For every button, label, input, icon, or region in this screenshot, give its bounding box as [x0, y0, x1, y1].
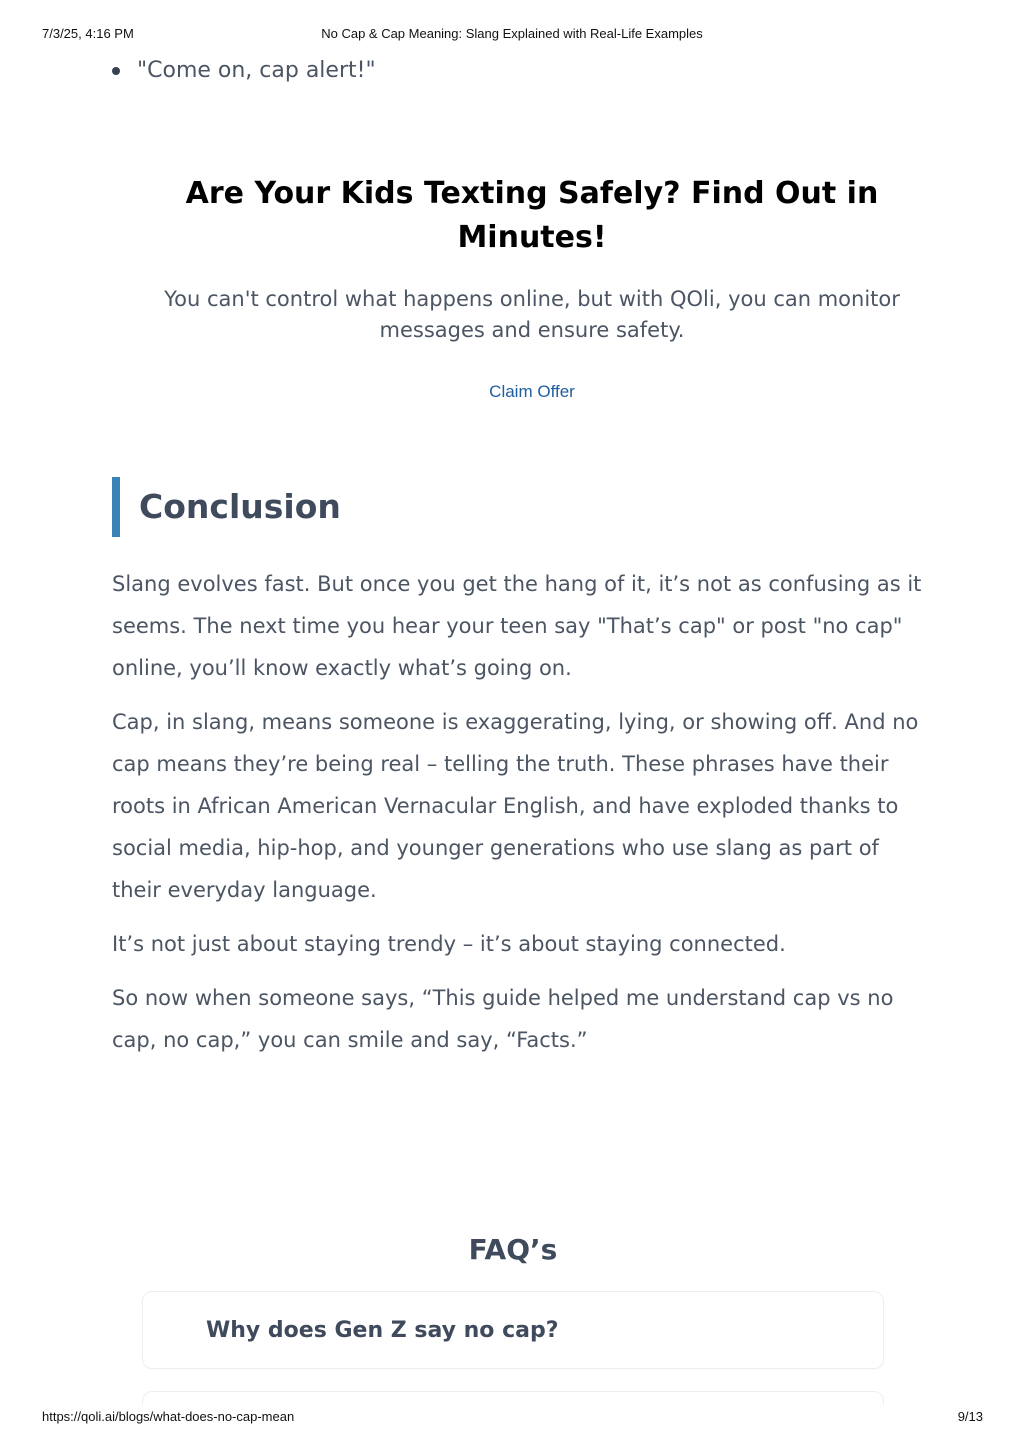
conclusion-section	[112, 477, 932, 1061]
faq-question: Why does Gen Z say no cap?	[206, 1317, 559, 1343]
paragraph: Cap, in slang, means someone is exaggerating, lying, or showing off. And no cap means they’re being real – telling the truth. These phrases have their roots in African American Vernacular English, and have exploded thanks to social media, hip-hop, and younger generations who use slang as part of their everyday language.	[112, 710, 919, 902]
faq-item[interactable]	[142, 1291, 884, 1369]
print-datetime: 7/3/25, 4:16 PM	[42, 26, 134, 41]
heading-accent-bar	[112, 477, 120, 537]
faq-section	[142, 1230, 884, 1369]
promo-title: Are Your Kids Texting Safely? Find Out in Minutes!	[185, 176, 879, 255]
promo-text: You can't control what happens online, but with QOli, you can monitor messages and ensure safety.	[164, 287, 900, 342]
print-page-title: No Cap & Cap Meaning: Slang Explained with Real-Life Examples	[321, 26, 703, 41]
faq-title: FAQ’s	[468, 1233, 558, 1266]
paragraph: So now when someone says, “This guide helped me understand cap vs no cap, no cap,” you can smile and say, “Facts.”	[112, 986, 894, 1052]
print-page-number: 9/13	[957, 1409, 983, 1424]
list-item-text: "Come on, cap alert!"	[137, 58, 376, 83]
conclusion-heading: Conclusion	[139, 487, 341, 526]
list-item	[112, 55, 376, 87]
claim-offer-link[interactable]: Claim Offer	[489, 382, 575, 401]
print-footer	[0, 1409, 1024, 1427]
print-header	[0, 26, 1024, 44]
paragraph: Slang evolves fast. But once you get the hang of it, it’s not as confusing as it seems. The next time you hear your teen say "That’s cap" or post "no cap" online, you’ll know exactly what’s going on.	[112, 572, 922, 680]
promo-block	[112, 172, 952, 402]
paragraph: It’s not just about staying trendy – it’s about staying connected.	[112, 932, 786, 956]
section-heading	[112, 477, 932, 537]
example-list	[112, 55, 376, 87]
bullet-icon	[112, 67, 120, 75]
print-url: https://qoli.ai/blogs/what-does-no-cap-mean	[42, 1409, 295, 1424]
